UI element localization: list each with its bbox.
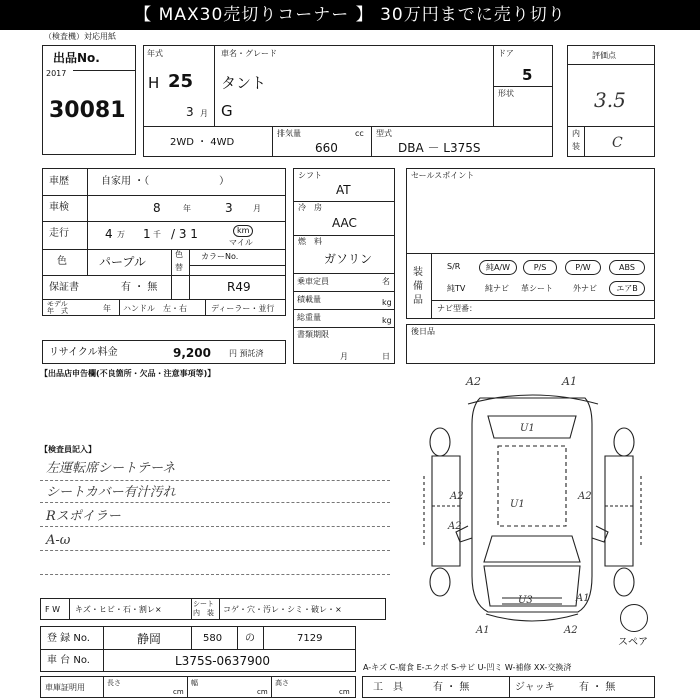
history-label: 車歴 (49, 176, 69, 187)
interior-label-1: 内 (572, 129, 580, 138)
car-name: タント (221, 74, 267, 92)
mark-right-door: A2 (578, 491, 592, 502)
era: H (148, 74, 160, 92)
registration-box (40, 626, 356, 672)
model-year-label: 年式 (147, 49, 163, 58)
tools-value: 有 ・ 無 (433, 682, 470, 693)
seat-items: コゲ・穴・汚レ・シミ・破レ・× (223, 605, 342, 614)
reg-kana: の (245, 633, 255, 644)
equip-ps: P/S (523, 260, 557, 275)
inspection-label: 車検 (49, 202, 69, 213)
mark-rear-right: A1 (562, 375, 577, 388)
model-year-box (143, 45, 215, 127)
equip-label-1: 装 (413, 267, 423, 278)
model-label-2: 年 式 (47, 307, 68, 315)
doors-value: 5 (522, 66, 533, 84)
ac-value: AAC (332, 216, 357, 230)
height-unit: cm (339, 688, 350, 696)
reg-day: 日 (382, 352, 390, 361)
form-note: （検査機）対応用紙 (44, 32, 116, 41)
dealer-label: ディーラー・並行 (211, 304, 275, 313)
reg-number: 7129 (297, 633, 323, 644)
inspector-heading: 【検査員記入】 (40, 445, 96, 454)
reg-expiry-label: 書類期限 (297, 330, 329, 339)
tools-label: 工 具 (373, 682, 403, 693)
mark-front-right: A1 (576, 593, 590, 604)
lot-number: 30081 (49, 98, 126, 123)
model-label-1: モデル (47, 300, 68, 308)
mark-hood: U3 (518, 595, 533, 606)
color-no-label: カラーNo. (201, 252, 239, 261)
interior-grade: C (612, 135, 623, 151)
mark-bumper-left: A1 (476, 625, 490, 636)
recycle-box (42, 340, 286, 364)
recycle-unit: 円 預託済 (229, 349, 264, 358)
color-change-2: 替 (175, 263, 183, 272)
tools-box (362, 676, 655, 698)
fw-label: F W (45, 605, 61, 614)
car-name-box (214, 45, 494, 127)
jack-value: 有 ・ 無 (579, 682, 616, 693)
equip-abs: ABS (609, 260, 645, 275)
reg-month: 月 (340, 352, 348, 361)
load-unit: kg (382, 298, 392, 307)
mile-label: マイル (229, 238, 253, 247)
vehicle-info-table (42, 168, 286, 316)
interior-label-2: 装 (572, 142, 580, 151)
mark-bumper-right: A2 (564, 625, 578, 636)
model-type-label: 型式 (376, 129, 392, 138)
handle-label: ハンドル 左・右 (123, 304, 187, 313)
equip-navi: 純ナビ (485, 284, 509, 293)
seat-label-1: シート (193, 600, 214, 608)
model-type-box (371, 126, 553, 157)
history-value: 自家用 ・（ ） (101, 176, 230, 187)
inspection-year-unit: 年 (183, 204, 191, 213)
spare-tire-icon (620, 604, 648, 632)
drive-type: 2WD ・ 4WD (170, 137, 235, 148)
month: 3 (186, 105, 194, 119)
note-line-2: シートカバー有汁汚れ (46, 485, 176, 500)
equipment-box (406, 253, 655, 319)
inspection-month: 3 (225, 201, 233, 215)
sales-point-label: セールスポイント (411, 171, 475, 180)
width-unit: cm (257, 688, 268, 696)
shift-value: AT (336, 183, 351, 197)
spec-table (293, 168, 395, 364)
weight-label: 総重量 (297, 313, 321, 322)
condition-check-box (40, 598, 386, 620)
color-change-1: 色 (175, 250, 183, 259)
garage-cert-box (40, 676, 356, 698)
load-label: 積載量 (297, 295, 321, 304)
score-label: 評価点 (592, 51, 616, 60)
later-items-label: 後日品 (411, 327, 435, 336)
weight-unit: kg (382, 316, 392, 325)
note-line-4: A-ω (46, 533, 71, 548)
mark-left-front: A2 (448, 521, 462, 532)
doors-label: ドア (498, 49, 514, 58)
model-type: DBA － L375S (398, 141, 481, 155)
color-label: 色 (57, 256, 67, 267)
mark-rear-left: A2 (466, 375, 481, 388)
displacement-value: 660 (315, 141, 338, 155)
later-items-box (406, 324, 655, 364)
mileage-man-unit: 万 (117, 230, 125, 239)
equip-alloy-wheel: 純A/W (479, 260, 517, 275)
capacity-label: 乗車定員 (297, 277, 329, 286)
mileage-label: 走行 (49, 228, 69, 239)
equip-label-3: 品 (413, 295, 423, 306)
lot-number-box (42, 45, 136, 155)
recycle-label: リサイクル料金 (49, 347, 118, 358)
sales-point-box (406, 168, 655, 254)
mileage-sen-unit: 千 (153, 230, 161, 239)
displacement-box (272, 126, 372, 157)
lot-year: 2017 (46, 69, 67, 78)
cc-unit: cc (355, 129, 364, 138)
mileage-man: 4 (105, 227, 113, 241)
mark-left-door: A2 (450, 491, 464, 502)
note-line-3: Rスポイラー (46, 509, 121, 524)
equip-label-2: 備 (413, 281, 423, 292)
inspection-month-unit: 月 (253, 204, 261, 213)
fuel-label: 燃 料 (298, 237, 322, 246)
damage-legend: A-キズ C-腐食 E-エクボ S-サビ U-凹ミ W-補修 XX-交換済 (363, 663, 572, 672)
seller-notes-heading: 【出品店申告欄(不良箇所・欠品・注意事項等)】 (40, 369, 216, 378)
reg-no-label: 登 録 No. (47, 633, 90, 644)
equip-tv: 純TV (447, 284, 466, 293)
fuel-value: ガソリン (324, 252, 373, 266)
recycle-fee: 9,200 (173, 346, 211, 360)
mileage-sen: 1 (143, 227, 151, 241)
note-line-1: 左運転席シートテーネ (46, 461, 176, 476)
mark-roof: U1 (520, 423, 535, 434)
lot-label: 出品No. (53, 51, 100, 65)
equip-sr: S/R (447, 262, 461, 271)
month-unit: 月 (200, 109, 208, 118)
title-banner: 【 MAX30売切りコーナー 】 30万円までに売り切り (0, 0, 700, 30)
displacement-label: 排気量 (277, 129, 301, 138)
equip-ext-navi: 外ナビ (573, 284, 597, 293)
reg-class-no: 580 (203, 633, 223, 644)
spare-label: スペア (618, 637, 648, 648)
warranty-label: 保証書 (49, 282, 79, 293)
chassis-number: L375S-0637900 (175, 654, 270, 668)
drive-box (143, 126, 273, 157)
ac-label: 冷 房 (298, 203, 322, 212)
garage-cert-label: 車庫証明用 (45, 683, 85, 692)
chassis-label: 車 台 No. (47, 655, 90, 666)
doors-box (493, 45, 553, 127)
navi-model-label: ナビ型番： (437, 304, 477, 313)
reg-place: 静岡 (137, 632, 162, 646)
length-label: 長さ (107, 679, 121, 687)
car-grade: G (221, 102, 233, 120)
capacity-unit: 名 (382, 277, 390, 286)
equip-airbag: エアB (609, 281, 645, 296)
color-no: R49 (227, 280, 251, 294)
equip-pw: P/W (565, 260, 601, 275)
mileage-rest: / 3 1 (171, 227, 198, 241)
color-value: パープル (99, 255, 146, 269)
length-unit: cm (173, 688, 184, 696)
width-label: 幅 (191, 679, 198, 687)
score-box (567, 45, 655, 157)
shift-label: シフト (298, 171, 322, 180)
seat-label-2: 内 装 (193, 609, 214, 617)
year: 25 (168, 71, 194, 92)
inspection-year: 8 (153, 201, 161, 215)
km-label: km (233, 225, 253, 237)
name-grade-label: 車名・グレード (221, 49, 277, 58)
warranty-value: 有 ・ 無 (121, 282, 158, 293)
shape-label: 形状 (498, 89, 514, 98)
fw-items: キズ・ヒビ・石・割レ× (75, 605, 162, 614)
height-label: 高さ (275, 679, 289, 687)
mark-center: U1 (510, 499, 525, 510)
equip-leather: 革シート (521, 284, 553, 293)
jack-label: ジャッキ (515, 682, 555, 693)
score-value: 3.5 (594, 88, 626, 112)
model-year-unit: 年 (103, 304, 111, 313)
